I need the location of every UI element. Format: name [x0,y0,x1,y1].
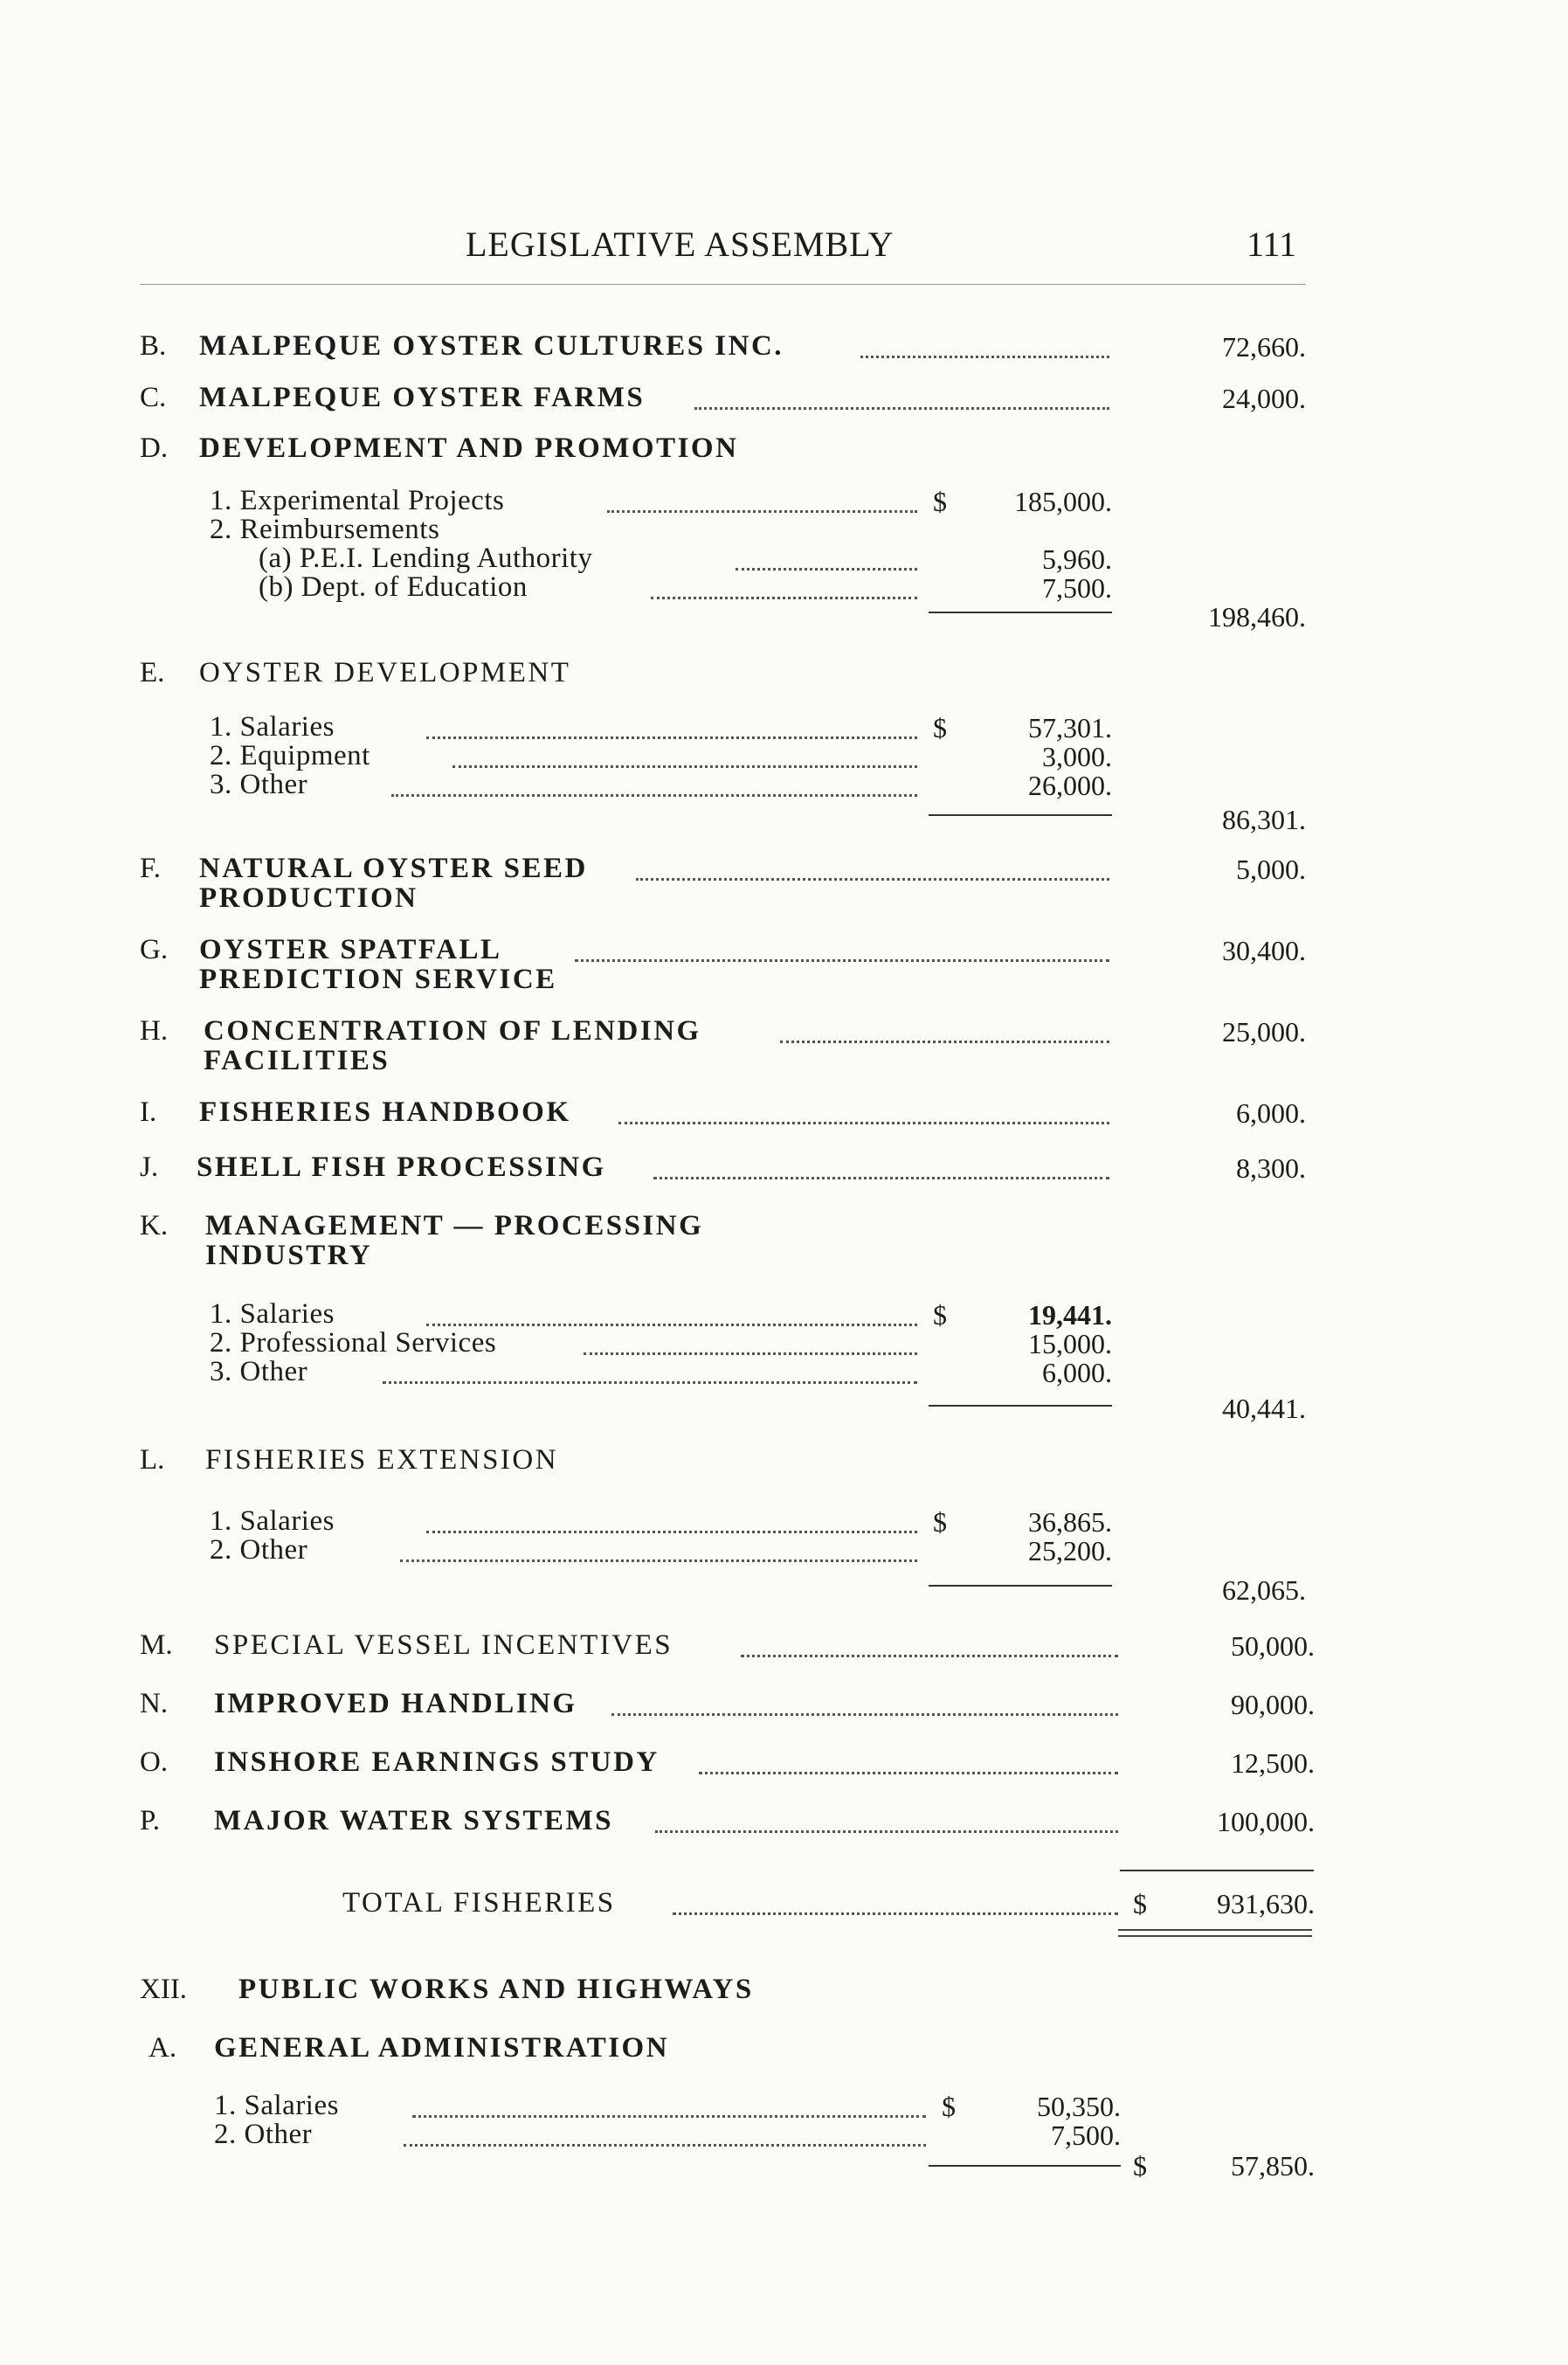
dollar-sign: $ [933,486,947,517]
line-item-label: 1. Salaries [214,2090,339,2121]
subtotal-rule [929,1405,1112,1407]
section-title: OYSTER SPATFALL [199,934,502,965]
section-title: NATURAL OYSTER SEED [199,853,588,884]
dot-leader [673,1912,1118,1915]
line-item-label: 2. Reimbursements [210,514,440,545]
section-total: 86,301. [1222,804,1306,835]
section-title: MANAGEMENT — PROCESSING [205,1210,704,1241]
dot-leader [741,1655,1118,1657]
line-item-label: 2. Other [214,2119,313,2150]
section-title: MAJOR WATER SYSTEMS [214,1805,614,1836]
dot-leader [860,356,1109,358]
section-total: 198,460. [1208,601,1306,633]
line-item-label: 3. Other [210,769,308,800]
dollar-sign: $ [1133,1888,1147,1919]
dot-leader [694,407,1109,410]
dot-leader [426,1531,917,1533]
line-item-amount: 36,865. [1028,1506,1112,1538]
section-total: 6,000. [1236,1097,1306,1129]
line-item-amount: 19,441. [1028,1299,1112,1331]
line-item-label: 1. Experimental Projects [210,485,505,516]
section-title-cont: PRODUCTION [199,882,418,914]
grand-total-double-rule [1118,1929,1312,1937]
section-letter: L. [140,1444,165,1476]
section-letter: H. [140,1015,169,1047]
dot-leader [383,1381,917,1384]
grand-total-amount: 931,630. [1217,1888,1315,1919]
section-title: SHELL FISH PROCESSING [197,1151,606,1183]
dollar-sign: $ [933,712,947,743]
dot-leader [611,1713,1118,1716]
section-total: 100,000. [1217,1806,1315,1837]
section-title-cont: FACILITIES [204,1045,390,1076]
section-title: FISHERIES HANDBOOK [199,1096,571,1128]
header-rule [140,284,1306,285]
section-title: FISHERIES EXTENSION [205,1444,559,1476]
line-item-label: (a) P.E.I. Lending Authority [259,543,593,574]
line-item-label: 3. Other [210,1356,308,1387]
line-item-amount: 6,000. [1042,1357,1112,1388]
section-total: 30,400. [1222,935,1306,966]
line-item-label: 2. Other [210,1534,308,1566]
page-header-title: LEGISLATIVE ASSEMBLY [466,225,895,264]
line-item-amount: 50,350. [1037,2091,1121,2122]
dot-leader [736,568,917,571]
section-letter: O. [140,1746,169,1778]
subtotal-rule [929,2165,1121,2167]
line-item-amount: 25,200. [1028,1535,1112,1566]
section-letter: A. [149,2032,177,2064]
dot-leader [412,2115,926,2118]
dot-leader [400,1559,917,1562]
section-total: 57,850. [1231,2150,1315,2182]
dot-leader [584,1352,917,1355]
line-item-label: 1. Salaries [210,1505,335,1537]
grand-total-label: TOTAL FISHERIES [342,1887,616,1919]
page-number: 111 [1247,225,1297,264]
dollar-sign: $ [933,1506,947,1538]
dot-leader [699,1772,1118,1774]
part-numeral: XII. [140,1974,188,2005]
line-item-label: 2. Professional Services [210,1327,497,1359]
section-title-cont: PREDICTION SERVICE [199,964,557,995]
section-letter: D. [140,432,169,464]
section-letter: G. [140,934,169,965]
dot-leader [636,878,1109,881]
section-title: MALPEQUE OYSTER FARMS [199,382,646,413]
section-letter: E. [140,657,165,688]
dot-leader [404,2144,926,2147]
line-item-amount: 3,000. [1042,741,1112,772]
section-title-cont: INDUSTRY [205,1240,373,1271]
dot-leader [426,736,917,739]
section-total: 8,300. [1236,1152,1306,1184]
line-item-amount: 15,000. [1028,1328,1112,1359]
dollar-sign: $ [942,2091,956,2122]
dot-leader [651,597,917,599]
section-letter: P. [140,1805,160,1836]
line-item-amount: 185,000. [1014,486,1112,517]
dollar-sign: $ [933,1299,947,1331]
line-item-amount: 7,500. [1051,2120,1121,2151]
line-item-label: (b) Dept. of Education [259,571,528,603]
section-total: 90,000. [1231,1689,1315,1720]
section-letter: K. [140,1210,169,1241]
section-total: 62,065. [1222,1574,1306,1606]
subtotal-rule [929,612,1112,613]
section-letter: B. [140,330,167,362]
section-total: 40,441. [1222,1393,1306,1424]
dot-leader [618,1122,1109,1124]
section-title: SPECIAL VESSEL INCENTIVES [214,1629,673,1661]
dot-leader [575,959,1109,962]
part-title: PUBLIC WORKS AND HIGHWAYS [238,1974,754,2005]
line-item-amount: 57,301. [1028,712,1112,743]
section-title: OYSTER DEVELOPMENT [199,657,571,688]
dot-leader [653,1177,1109,1179]
section-total: 12,500. [1231,1747,1315,1779]
section-total: 5,000. [1236,854,1306,885]
section-letter: J. [140,1151,159,1183]
section-letter: I. [140,1096,157,1128]
section-letter: N. [140,1688,169,1719]
line-item-amount: 5,960. [1042,543,1112,575]
line-item-label: 1. Salaries [210,1298,335,1330]
section-title: DEVELOPMENT AND PROMOTION [199,432,739,464]
dot-leader [655,1830,1118,1833]
section-title: CONCENTRATION OF LENDING [204,1015,701,1047]
dot-leader [391,794,917,797]
section-title: MALPEQUE OYSTER CULTURES INC. [199,330,784,362]
section-total: 50,000. [1231,1630,1315,1662]
section-total: 25,000. [1222,1016,1306,1048]
line-item-amount: 7,500. [1042,572,1112,604]
section-letter: C. [140,382,167,413]
section-letter: F. [140,853,161,884]
section-title: GENERAL ADMINISTRATION [214,2032,670,2064]
total-top-rule [1120,1870,1314,1871]
section-title: IMPROVED HANDLING [214,1688,577,1719]
line-item-amount: 26,000. [1028,770,1112,801]
section-total: 24,000. [1222,383,1306,414]
section-title: INSHORE EARNINGS STUDY [214,1746,660,1778]
section-letter: M. [140,1629,173,1661]
dot-leader [780,1041,1109,1043]
subtotal-rule [929,1585,1112,1587]
line-item-label: 1. Salaries [210,711,335,743]
dot-leader [426,1324,917,1326]
dollar-sign: $ [1133,2150,1147,2182]
subtotal-rule [929,814,1112,816]
dot-leader [607,510,917,513]
dot-leader [452,765,917,768]
section-total: 72,660. [1222,331,1306,363]
line-item-label: 2. Equipment [210,740,370,771]
